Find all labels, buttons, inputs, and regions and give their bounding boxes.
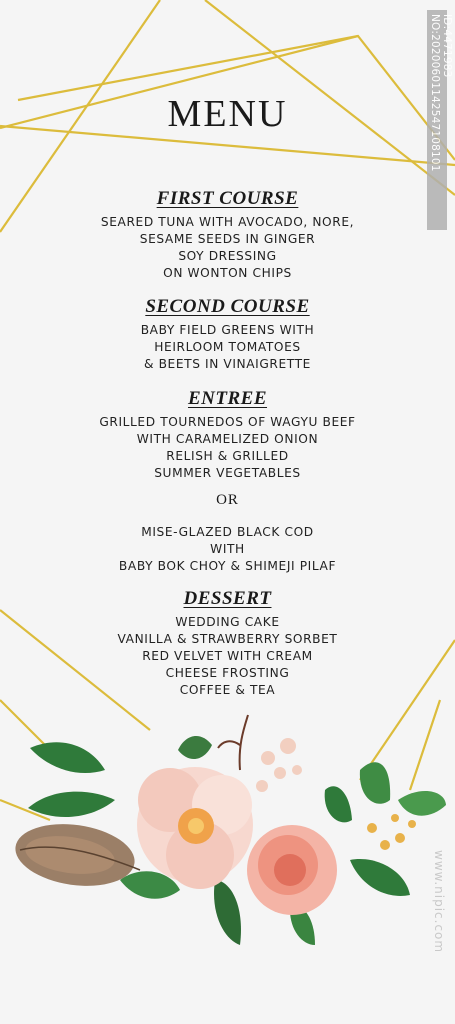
yellow-bud-cluster xyxy=(367,814,416,850)
menu-line: MISE-GLAZED BLACK COD xyxy=(141,525,314,539)
berry-cluster xyxy=(256,738,302,792)
menu-line: HEIRLOOM TOMATOES xyxy=(154,340,301,354)
watermark-site-text: www.nipic.com xyxy=(432,850,446,954)
section-entree xyxy=(0,388,455,482)
menu-line: ON WONTON CHIPS xyxy=(163,266,292,280)
peony-flower-icon xyxy=(137,767,253,889)
menu-title: MENU xyxy=(167,93,288,135)
menu-line: COFFEE & TEA xyxy=(179,683,276,697)
menu-line: WITH xyxy=(210,542,245,556)
branch-icon xyxy=(218,715,248,770)
section-title: SECOND COURSE xyxy=(145,296,310,317)
section-title: ENTREE xyxy=(187,388,268,409)
menu-line: WITH CARAMELIZED ONION xyxy=(136,432,319,446)
section-first-course xyxy=(0,188,455,282)
menu-line: CHEESE FROSTING xyxy=(165,666,290,680)
or-separator: OR xyxy=(216,492,239,508)
menu-line: SESAME SEEDS IN GINGER xyxy=(139,232,316,246)
menu-line: SEARED TUNA WITH AVOCADO, NORE, xyxy=(100,215,355,229)
menu-line: & BEETS IN VINAIGRETTE xyxy=(144,357,311,371)
menu-line: SUMMER VEGETABLES xyxy=(154,466,301,480)
menu-line: GRILLED TOURNEDOS OF WAGYU BEEF xyxy=(99,415,356,429)
menu-line: BABY FIELD GREENS WITH xyxy=(140,323,315,337)
menu-line: RELISH & GRILLED xyxy=(166,449,289,463)
menu-line: VANILLA & STRAWBERRY SORBET xyxy=(117,632,338,646)
section-entree-alt xyxy=(0,524,455,575)
section-title: FIRST COURSE xyxy=(156,188,299,209)
menu-line: SOY DRESSING xyxy=(178,249,277,263)
watermark-id-badge xyxy=(427,10,453,230)
menu-line: WEDDING CAKE xyxy=(175,615,280,629)
rose-flower-icon xyxy=(247,825,337,915)
menu-line: BABY BOK CHOY & SHIMEJI PILAF xyxy=(118,559,337,573)
section-dessert xyxy=(0,588,455,699)
watermark-id-text: ID:4471983 NO:20200601142547108101 xyxy=(429,14,453,172)
section-title: DESSERT xyxy=(183,588,272,609)
feather-icon xyxy=(11,817,140,893)
section-second-course xyxy=(0,296,455,373)
menu-line: RED VELVET WITH CREAM xyxy=(142,649,313,663)
